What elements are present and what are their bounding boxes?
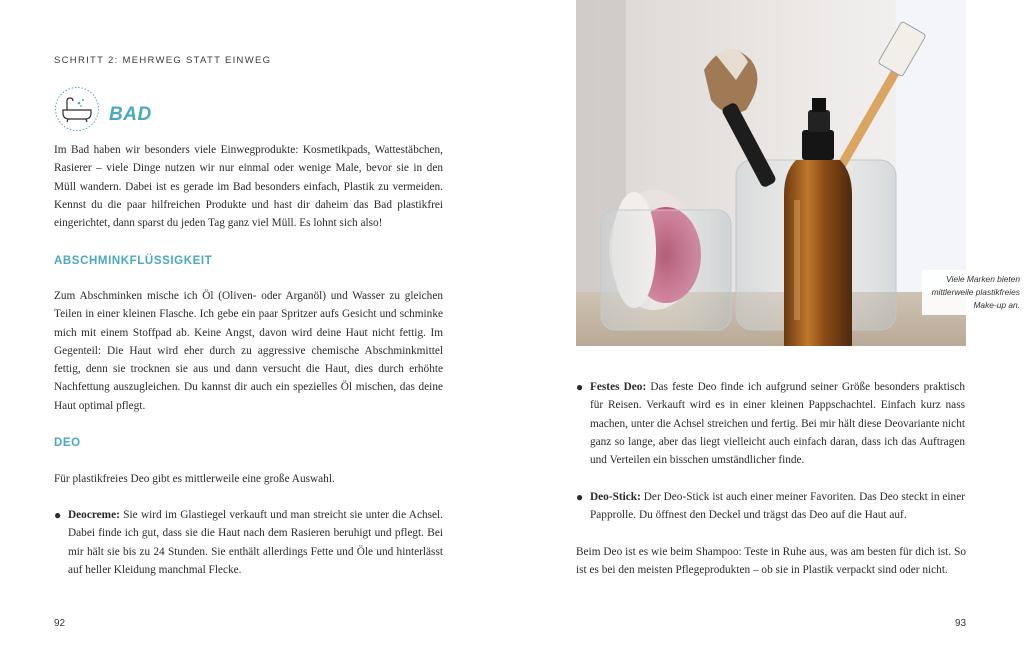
- subheading-deo: DEO: [54, 437, 81, 449]
- bullet-text: Der Deo-Stick ist auch einer meiner Favoriten. Das Deo steckt in einer Papprolle. Du öffnest den Deckel und trägst das Deo auf die Haut auf.: [590, 491, 965, 522]
- page-number: 93: [955, 618, 967, 629]
- page-number: 92: [54, 618, 66, 629]
- bullet-term: Festes Deo:: [590, 381, 647, 393]
- cosmetics-photo: [576, 0, 1020, 346]
- bullet-dot: ●: [54, 508, 62, 522]
- bullet-text: Das feste Deo finde ich aufgrund seiner Größe besonders praktisch für Reisen. Verkauft wird es in einer kleinen Pappschachtel. Einfach kurz nass machen, unter die Achsel streichen und fertig. Bei mir hält diese Deovariante nicht ganz so lange, aber das liegt vielleicht auch einfach daran, dass ich das Auftragen und Verteilen ein bisschen umständlicher finde.: [590, 381, 966, 467]
- bullet-term: Deo-Stick:: [590, 491, 641, 503]
- bullet-text: Sie wird im Glastiegel verkauft und man streicht sie unter die Achsel. Dabei finde ich gut, dass sie die Haut nach dem Rasieren beruhigt und pflegt. Bei mir hält sie bis zu 24 Stunden. Sie enthält allerdings Fette und Öle und hinterlässt auf heller Kleidung manchmal Flecke.: [68, 509, 443, 576]
- photo-caption: Viele Marken bieten mittlerweile plastikfreies Make-up an.: [922, 270, 1024, 315]
- closing-paragraph: Beim Deo ist es wie beim Shampoo: Teste in Ruhe aus, was am besten für dich ist. So ist es bei den meisten Pflegeprodukten – ob sie in Plastik verpackt sind oder nicht.: [576, 546, 966, 577]
- running-head: SCHRITT 2: MEHRWEG STATT EINWEG: [54, 55, 272, 66]
- left-page: [0, 0, 510, 671]
- abschmink-paragraph: Zum Abschminken mische ich Öl (Oliven- oder Arganöl) und Wasser zu gleichen Teilen in einer kleinen Flasche. Ich gebe ein paar Spritzer aufs Gesicht und schminke mich mit einem Stoffpad ab. Keine Angst, davon wird deine Haut nicht fettig. Im Gegenteil: Die Haut wird eher durch zu aggressive chemische Abschminkmittel fettig, denn sie trocknen sie aus und dann versucht die Haut, dies durch erhöhte Nachfettung auszugleichen. Du kannst dir auch ein spezielles Öl mischen, das deine Haut optimal pflegt.: [54, 290, 443, 412]
- subheading-abschminkfluessigkeit: ABSCHMINKFLÜSSIGKEIT: [54, 255, 213, 267]
- right-page: [510, 0, 1020, 671]
- deo-intro-paragraph: Für plastikfreies Deo gibt es mittlerweile eine große Auswahl.: [54, 473, 335, 485]
- section-title: BAD: [109, 104, 152, 125]
- bullet-deocreme: [54, 506, 443, 579]
- bullet-deo-stick: [576, 488, 965, 525]
- intro-paragraph: Im Bad haben wir besonders viele Einwegprodukte: Kosmetikpads, Wattestäbchen, Rasierer – viele Dinge nutzen wir nur einmal oder wenige Male, bevor sie in den Müll wandern. Dabei ist es gerade im Bad besonders einfach, Plastik zu vermeiden. Kennst du die paar hilfreichen Produkte und hast dir daheim das Bad plastikfrei eingerichtet, dann sparst du jeden Tag ganz viel Müll. Es lohnt sich also!: [54, 144, 443, 230]
- bullet-term: Deocreme:: [68, 509, 120, 521]
- bullet-festes-deo: [576, 378, 966, 469]
- bullet-dot: ●: [576, 380, 584, 394]
- bathtub-icon: [54, 86, 100, 132]
- bullet-dot: ●: [576, 490, 584, 504]
